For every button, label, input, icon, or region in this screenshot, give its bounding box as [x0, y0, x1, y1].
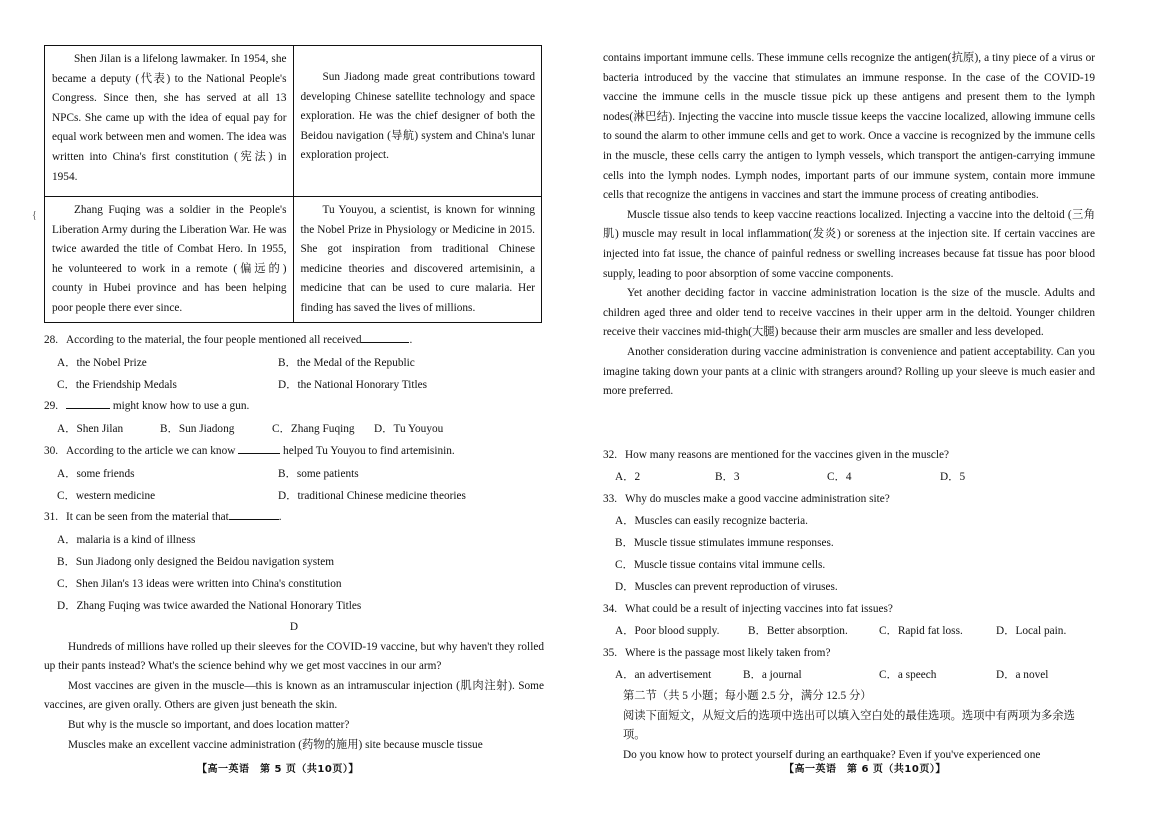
question-32: 32. How many reasons are mentioned for the vaccines given in the muscle? A．2 B．3 C．4 D．5: [603, 446, 1095, 490]
options-row: [44, 487, 544, 509]
option-d: D．Local pain.: [996, 624, 1067, 637]
options-row: [44, 420, 544, 442]
option-a: A．Shen Jilan: [57, 422, 124, 435]
passage-continued: [603, 49, 1095, 402]
option-b: B．3: [715, 470, 740, 483]
option-c: C．Muscle tissue contains vital immune cells.: [615, 558, 826, 571]
option-a: A．Muscles can easily recognize bacteria.: [615, 514, 808, 527]
option-a: A．an advertisement: [615, 668, 712, 681]
option-c: C．Zhang Fuqing: [272, 422, 355, 435]
option-c: C．western medicine: [57, 489, 156, 502]
section-instructions: 阅读下面短文，从短文后的选项中选出可以填入空白处的最佳选项。选项中有两项为多余选项。: [623, 709, 1075, 742]
option-b: B．some patients: [278, 467, 359, 480]
options-row: [603, 622, 1095, 644]
section-label: D: [289, 621, 299, 633]
options-row: [44, 531, 544, 553]
option-c: C．Rapid fat loss.: [879, 624, 963, 637]
cell-shen-jilan: Shen Jilan is a lifelong lawmaker. In 1954, she became a deputy (代表) to the National People's Congress. Since then, she has served at all 13 NPCs. She came up with the idea of equal pay for equal work between men and women. The idea was written into China's first constitution (宪法) in 1954.: [45, 46, 294, 197]
option-c: C．the Friendship Medals: [57, 378, 177, 391]
option-c: C．4: [827, 470, 852, 483]
option-c: C．Shen Jilan's 13 ideas were written into China's constitution: [57, 577, 342, 590]
question-34: 34. What could be a result of injecting vaccines into fat issues? A．Poor blood supply. B．Better absorption. C．Rapid fat loss. D．Local pain.: [603, 600, 1095, 644]
cell-sun-jiadong: Sun Jiadong made great contributions toward developing Chinese satellite technology and space exploration. He was the chief designer of both the Beidou navigation (导航) system and China's lunar exploration project.: [293, 46, 542, 197]
page-footer: 【高一英语 第 5 页（共10页）】: [197, 764, 359, 775]
options-row: [44, 465, 544, 487]
option-b: B．Muscle tissue stimulates immune responses.: [615, 536, 834, 549]
option-b: B．Better absorption.: [748, 624, 848, 637]
question-31: 31. It can be seen from the material that . A．malaria is a kind of illness B．Sun Jiadong only designed the Beidou navigation system C．Shen Jilan's 13 ideas were written into China's constitution D．Zhang Fuqing was twice awarded the National Honorary Titles: [44, 508, 544, 619]
margin-mark: {: [32, 210, 37, 221]
option-a: A．Poor blood supply.: [615, 624, 720, 637]
option-d: D．traditional Chinese medicine theories: [278, 489, 466, 502]
paragraph: Another consideration during vaccine administration is convenience and patient acceptability. Can you imagine taking down your pants at a clinic with strangers around? Rolling up your sleeve is much easier and more preferred.: [603, 345, 1095, 398]
answer-blank: [361, 331, 409, 343]
paragraph: Yet another deciding factor in vaccine administration location is the size of the muscle. Adults and children aged three and older tend to receive vaccines in their upper arm in the deltoid. Younger children receive their vaccines mid-thigh(大腿) because their arm muscles are smaller and less developed.: [603, 287, 1095, 339]
paragraph: Hundreds of millions have rolled up their sleeves for the COVID-19 vaccine, but why haven't they rolled up their pants instead? What's the science behind why we get most vaccines in our arm?: [44, 640, 544, 673]
paragraph: Do you know how to protect yourself during an earthquake? Even if you've experienced one: [623, 748, 1041, 761]
question-35: 35. Where is the passage most likely taken from? A．an advertisement B．a journal C．a speech D．a novel: [603, 644, 1095, 688]
paragraph: Most vaccines are given in the muscle—this is known as an intramuscular injection (肌肉注射). Some vaccines, are given orally. Others are given just beneath the skin.: [44, 679, 544, 712]
option-a: A．the Nobel Prize: [57, 356, 147, 369]
passage-d: [44, 618, 544, 755]
cell-zhang-fuqing: Zhang Fuqing was a soldier in the People's Liberation Army during the Liberation War. He was twice awarded the title of Combat Hero. In 1955, he volunteered to work in a remote (偏远的) county in Hubei province and has been helping poor people there ever since.: [45, 197, 294, 323]
paragraph: contains important immune cells. These immune cells recognize the antigen(抗原), a tiny piece of a virus or bacteria introduced by the vaccine that stimulates an immune response. In the case of the COVID-19 vaccine the immune cells in the muscle tissue pick up these antigens and present them to the lymph nodes(淋巴结). Injecting the vaccine into muscle tissue keeps the vaccine localized, allowing immune cells to sound the alarm to other immune cells and get to work. Once a vaccine is recognized by the immune cells in the muscle, these cells carry the antigen to lymph vessels, which transport the antigen-carrying immune cells into the lymph nodes. Lymph nodes, important parts of our immune system, contain more immune cells that recognize the antigens in vaccines and start the immune process of creating antibodies.: [603, 52, 1095, 202]
options-row: [44, 376, 544, 398]
option-b: B．Sun Jiadong only designed the Beidou navigation system: [57, 555, 335, 568]
option-d: D．a novel: [996, 668, 1049, 681]
option-d: D．Zhang Fuqing was twice awarded the National Honorary Titles: [57, 599, 362, 612]
answer-blank: [66, 397, 110, 409]
option-b: B．the Medal of the Republic: [278, 356, 415, 369]
option-a: A．malaria is a kind of illness: [57, 533, 196, 546]
option-d: D．Muscles can prevent reproduction of viruses.: [615, 580, 838, 593]
options-row: [603, 468, 1095, 490]
section-2: [603, 687, 1095, 765]
biography-table: [44, 45, 542, 323]
options-row: [44, 597, 544, 619]
option-a: A．2: [615, 470, 641, 483]
options-row: [603, 556, 1095, 578]
options-row: [603, 578, 1095, 600]
answer-blank: [238, 442, 280, 454]
option-d: D．the National Honorary Titles: [278, 378, 428, 391]
option-d: D．5: [940, 470, 966, 483]
option-c: C．a speech: [879, 668, 937, 681]
question-30: 30. According to the article we can know helped Tu Youyou to find artemisinin. A．some friends B．some patients C．western medicine D．traditional Chinese medicine theories: [44, 442, 544, 509]
options-row: [603, 666, 1095, 688]
option-a: A．some friends: [57, 467, 135, 480]
options-row: [44, 575, 544, 597]
options-row: [603, 534, 1095, 556]
paragraph: But why is the muscle so important, and does location matter?: [68, 718, 350, 731]
page-footer: 【高一英语 第 6 页（共10页）】: [784, 764, 946, 775]
option-d: D．Tu Youyou: [374, 422, 444, 435]
options-row: [44, 553, 544, 575]
options-row: [603, 512, 1095, 534]
answer-blank: [229, 508, 279, 520]
question-33: 33. Why do muscles make a good vaccine administration site? A．Muscles can easily recognize bacteria. B．Muscle tissue stimulates immune responses. C．Muscle tissue contains vital immune cells. D．Muscles can prevent reproduction of viruses.: [603, 490, 1095, 600]
question-29: 29. might know how to use a gun. A．Shen Jilan B．Sun Jiadong C．Zhang Fuqing D．Tu Youyou: [44, 397, 544, 442]
paragraph: Muscle tissue also tends to keep vaccine reactions localized. Injecting a vaccine into the deltoid (三角肌) muscle may result in local inflammation(发炎) or soreness at the injection site. If certain vaccines are injected into fat issue, the chance of painful redness or swelling increases because fat tissue has poor blood supply, leading to poor absorption of some vaccine components.: [603, 208, 1095, 280]
cell-tu-youyou: Tu Youyou, a scientist, is known for winning the Nobel Prize in Physiology or Medicine in 2015. She got inspiration from traditional Chinese medicine theories and discovered artemisinin, a medicine that can be used to cure malaria. Her finding has saved the lives of millions.: [293, 197, 542, 323]
option-b: B．a journal: [743, 668, 802, 681]
option-b: B．Sun Jiadong: [160, 422, 235, 435]
paragraph: Muscles make an excellent vaccine administration (药物的施用) site because muscle tissue: [68, 738, 483, 751]
options-row: [44, 354, 544, 376]
section-title: 第二节（共 5 小题；每小题 2.5 分，满分 12.5 分）: [623, 690, 872, 702]
question-28: 28. According to the material, the four people mentioned all received . A．the Nobel Prize B．the Medal of the Republic C．the Friendship Medals D．the National Honorary Titles: [44, 331, 544, 398]
